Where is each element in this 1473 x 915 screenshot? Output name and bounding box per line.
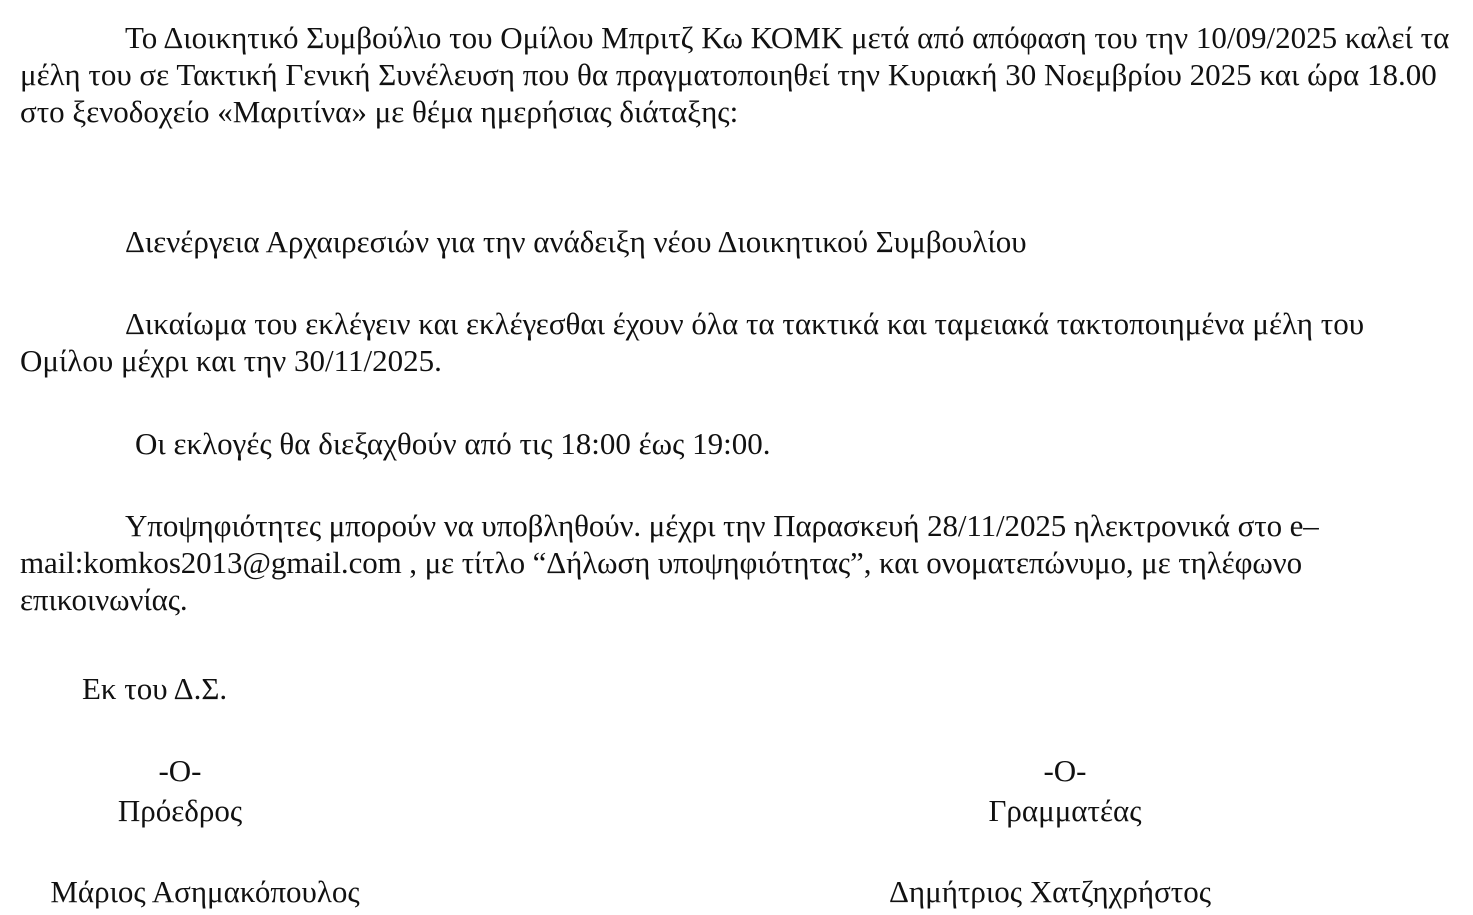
voting-rights-paragraph: Δικαίωμα του εκλέγειν και εκλέγεσθαι έχουν όλα τα τακτικά και ταμειακά τακτοποιημένα μέλη του Ομίλου μέχρι και την 30/11/2025. [20, 306, 1365, 378]
signature-name: Μάριος Ασημακόπουλος [50, 874, 360, 909]
invitation-paragraph: Το Διοικητικό Συμβούλιο του Ομίλου Μπριτζ Κω ΚΟΜΚ μετά από απόφαση του την 10/09/2025 καλεί τα μέλη του σε Τακτική Γενική Συνέλευση που θα πραγματοποιηθεί την Κυριακή 30 Νοεμβρίου 2025 και ώρα 18.00 στο ξενοδοχείο «Μαριτίνα» με θέμα ημερήσιας διάταξης: [20, 20, 1450, 129]
signature-mark: -Ο- [158, 753, 202, 788]
election-hours-paragraph: Οι εκλογές θα διεξαχθούν από τις 18:00 έως 19:00. [135, 426, 771, 461]
candidacy-paragraph: Υποψηφιότητες μπορούν να υποβληθούν. μέχρι την Παρασκευή 28/11/2025 ηλεκτρονικά στο e–mail:komkos2013@gmail.com , με τίτλο “Δήλωση υποψηφιότητας”, και ονοματεπώνυμο, με τηλέφωνο επικοινωνίας. [20, 508, 1319, 617]
signature-role: Πρόεδρος [117, 793, 243, 828]
signature-mark: -Ο- [1043, 753, 1087, 788]
closing-line: Εκ του Δ.Σ. [82, 671, 228, 706]
signature-name: Δημήτριος Χατζηχρήστος [888, 874, 1212, 909]
agenda-item: Διενέργεια Αρχαιρεσιών για την ανάδειξη νέου Διοικητικού Συμβουλίου [125, 224, 1027, 259]
signature-role: Γραμματέας [988, 793, 1142, 828]
